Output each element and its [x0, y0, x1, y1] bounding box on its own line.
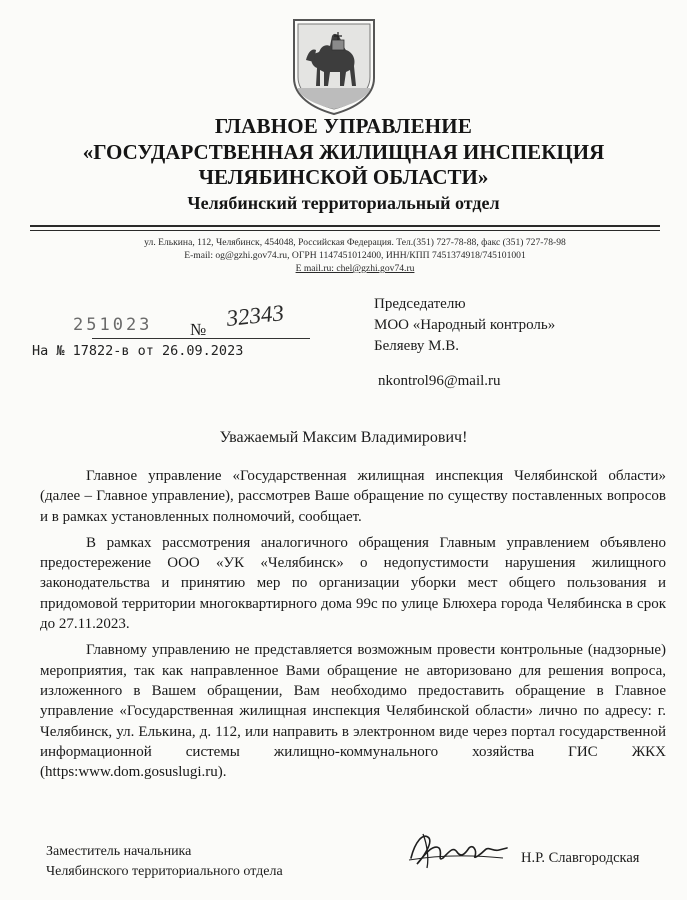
addressee-email[interactable]: nkontrol96@mail.ru — [378, 373, 501, 389]
addressee-name: Беляеву М.В. — [374, 338, 459, 354]
contact-address-line: ул. Елькина, 112, Челябинск, 454048, Российская Федерация. Тел.(351) 727-78-88, факс (351) 727-78-98 — [144, 237, 566, 248]
coat-of-arms-emblem — [286, 16, 382, 116]
greeting: Уважаемый Максим Владимирович! — [219, 429, 468, 446]
body-paragraph-3: Главному управлению не представляется возможным провести контрольные (надзорные) мероприятия, так как направленное Вами обращение не авторизовано для решения вопроса, изложенного в Вашем обращении, Вам необходимо предоставить обращение в Главное управление «Государственная жилищная инспекция Челябинской области» лично по адресу: г. Челябинск, ул. Елькина, д. 112, или направить в электронном виде через портал государственной информационной системы жилищно-коммунального хозяйства ГИС ЖКХ (https:www.dom.gosuslugi.ru). — [40, 642, 666, 781]
letterhead-title-line1: ГЛАВНОЕ УПРАВЛЕНИЕ — [214, 114, 473, 138]
contact-block — [60, 236, 650, 275]
contact-email-link[interactable]: E mail.ru: chel@gzhi.gov74.ru — [295, 263, 415, 274]
signatory-name: Н.Р. Славгородская — [521, 850, 640, 866]
addressee-organization: МОО «Народный контроль» — [374, 317, 556, 333]
signatory-position-line1: Заместитель начальника — [46, 844, 192, 859]
registration-number-handwritten: 32343 — [225, 300, 286, 332]
letterhead-title-line2: «ГОСУДАРСТВЕННАЯ ЖИЛИЩНАЯ ИНСПЕКЦИЯ — [82, 140, 605, 164]
signatory-position-line2: Челябинского территориального отдела — [46, 864, 283, 879]
handwritten-signature — [403, 824, 513, 874]
department-name: Челябинский территориальный отдел — [187, 193, 500, 213]
addressee-title: Председателю — [374, 296, 466, 312]
body-paragraph-1: Главное управление «Государственная жилищная инспекция Челябинской области» (далее – Главное управление), рассмотрев Ваше обращение по существу поставленных вопросов и в рамках установленных полномочий, сообщает. — [40, 468, 666, 525]
body-paragraph-2: В рамках рассмотрения аналогичного обращения Главным управлением объявлено предостережение ООО «УК «Челябинск» о недопустимости нарушения жилищного законодательства и принятию мер по организации уборки мест общего пользования и придомовой территории многоквартирного дома 99с по улице Блюхера города Челябинска в срок до 27.11.2023. — [40, 534, 666, 633]
letter-body — [40, 466, 666, 782]
registration-date-stamp: 251023 — [73, 315, 153, 335]
number-sign: № — [190, 320, 207, 339]
letterhead-title-line3: ЧЕЛЯБИНСКОЙ ОБЛАСТИ» — [198, 165, 489, 189]
header-divider — [30, 225, 660, 227]
header-divider-thin — [30, 230, 660, 231]
signatory-position — [46, 842, 283, 882]
addressee-block — [374, 294, 555, 357]
reference-number: На № 17822-в от 26.09.2023 — [32, 343, 244, 359]
contact-email-line: E-mail: og@gzhi.gov74.ru, ОГРН 1147451012400, ИНН/КПП 7451374918/745101001 — [184, 250, 526, 261]
